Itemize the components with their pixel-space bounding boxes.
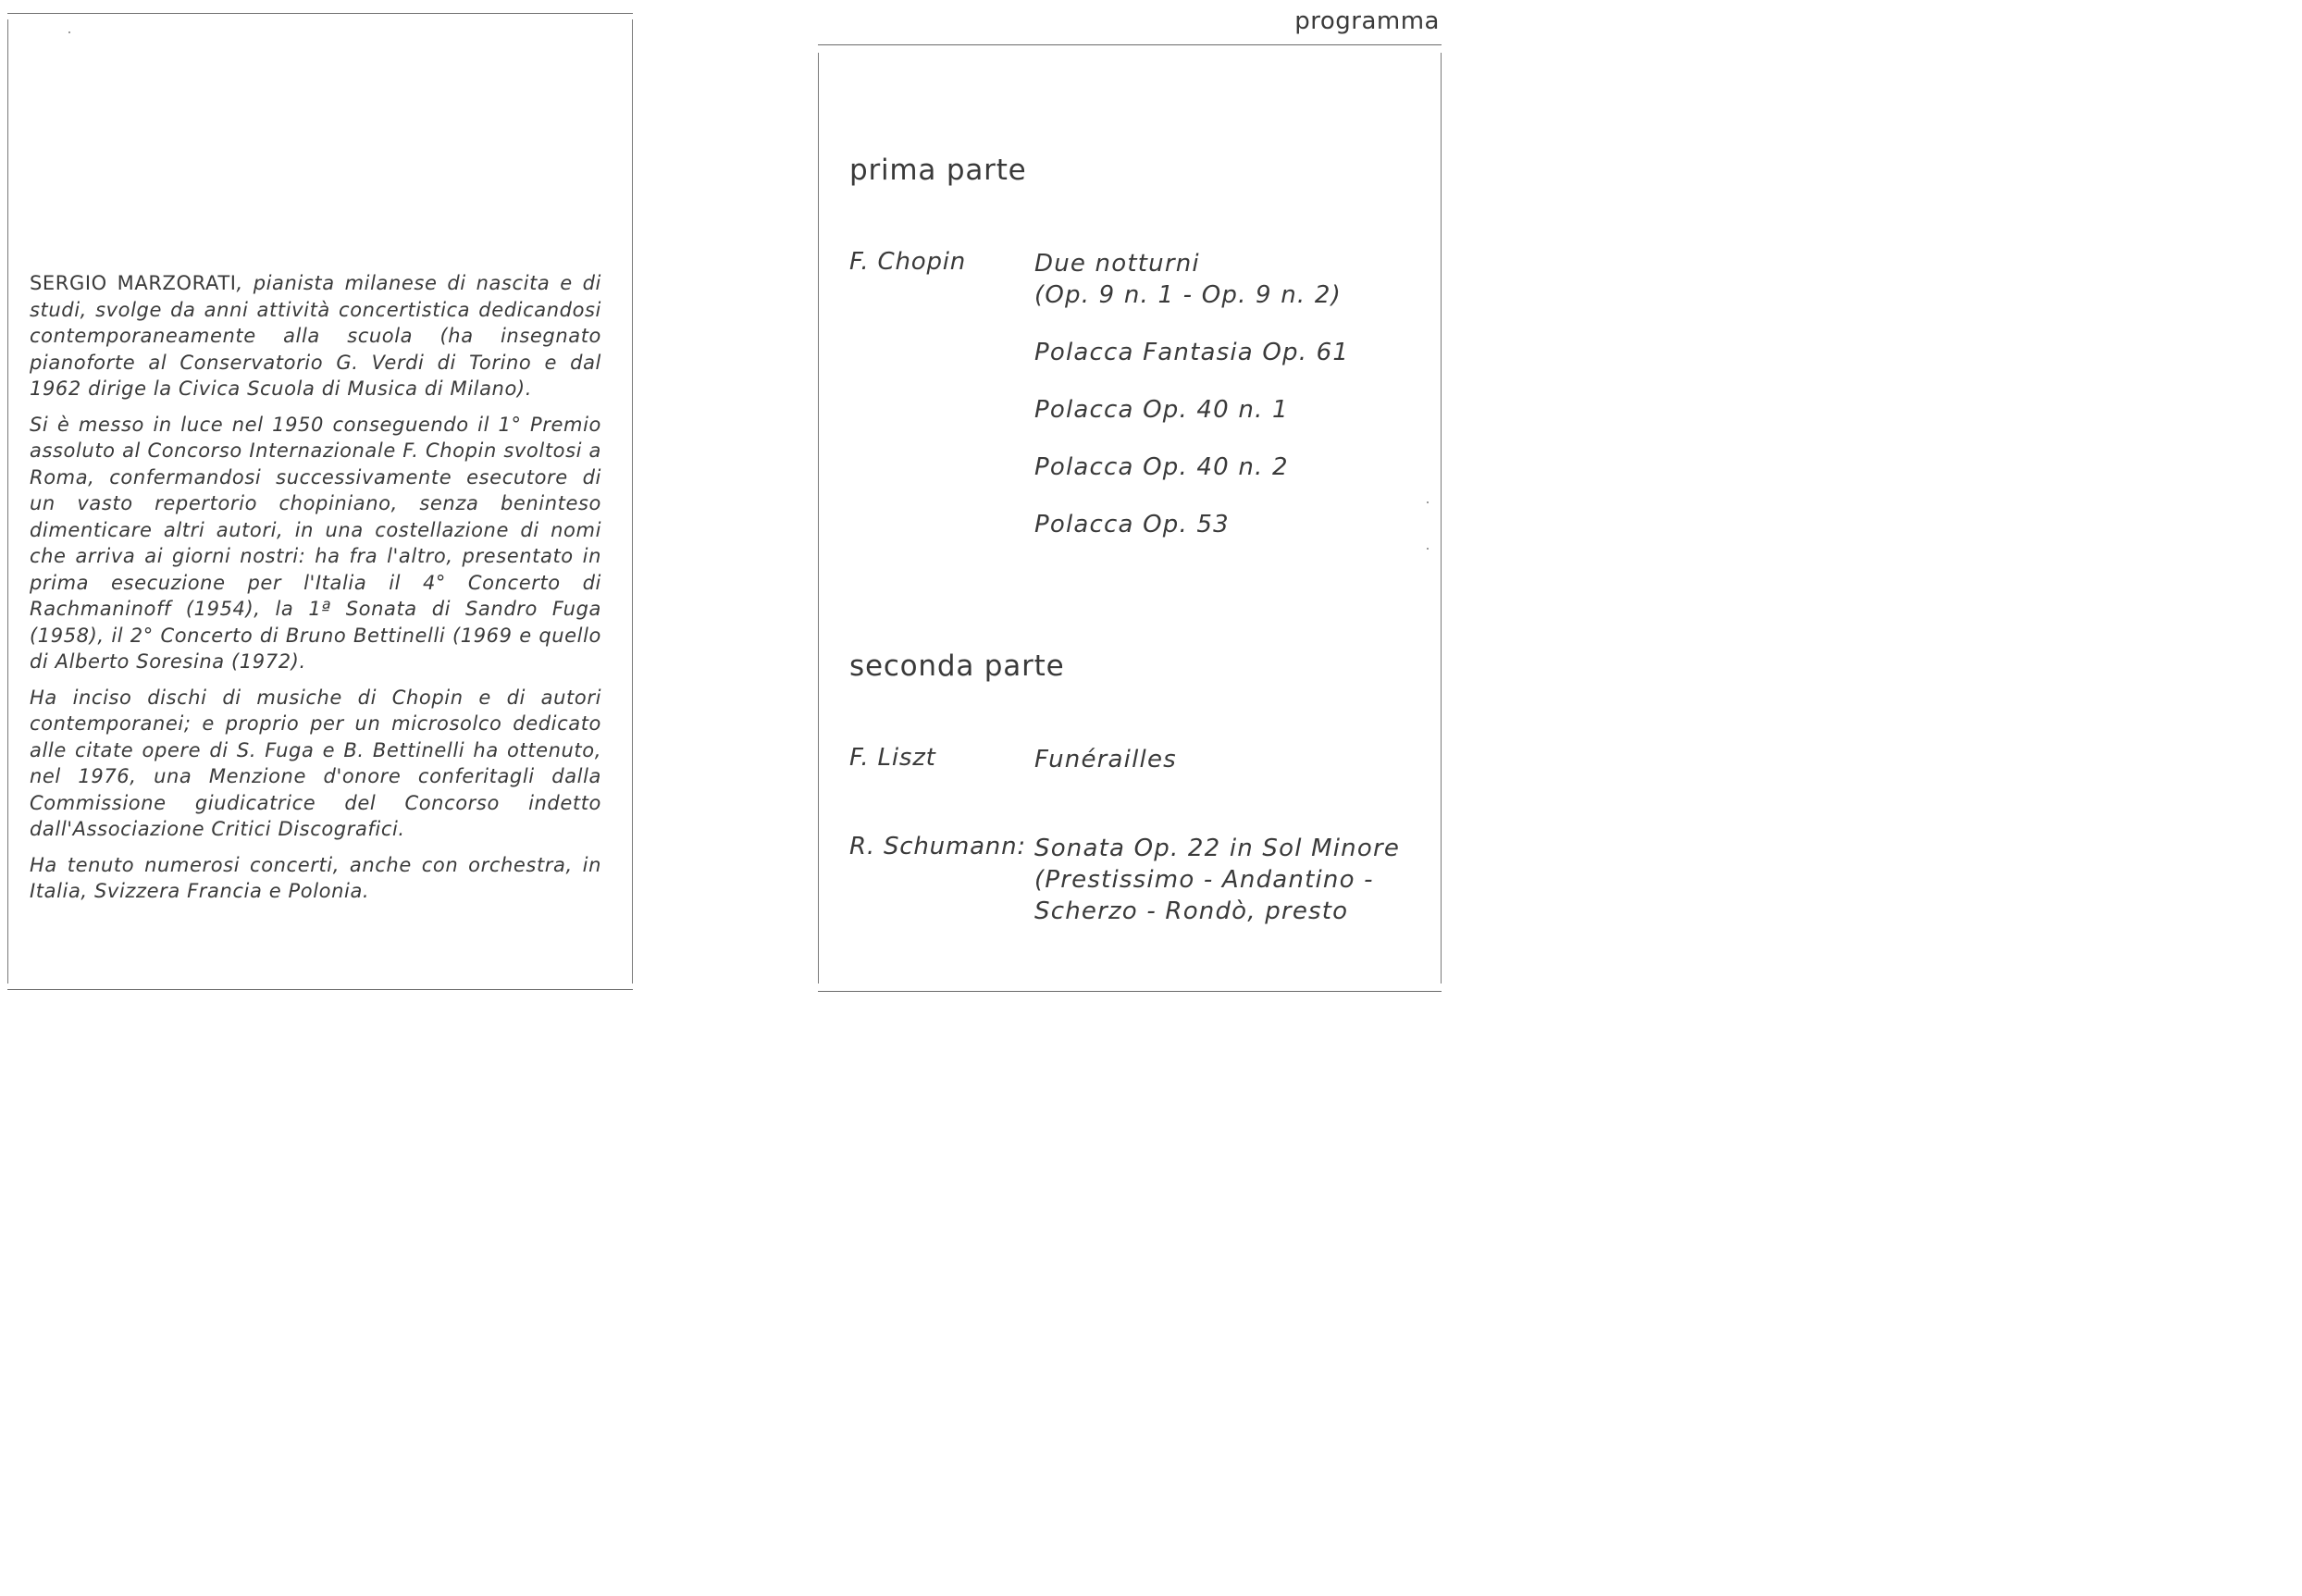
- work-polacca-fantasia: Polacca Fantasia Op. 61: [1034, 339, 1350, 366]
- composer-chopin: F. Chopin: [849, 248, 967, 276]
- work-sonata-movements-1: (Prestissimo - Andantino -: [1034, 866, 1374, 894]
- part-two-title: seconda parte: [849, 650, 1065, 683]
- part-one-title: prima parte: [849, 154, 1027, 187]
- performer-name: SERGIO MARZORATI: [30, 272, 237, 294]
- bio-paragraph-2: Si è messo in luce nel 1950 conseguendo il 1° Premio assoluto al Concorso Internazionale F. Chopin svoltosi a Roma, confermandosi successivamente esecutore di un vasto repertorio chopiniano, senza beninteso dimenticare altri autori, in una costellazione di nomi che arriva ai giorni nostri: ha fra l'altro, presentato in prima esecuzione per l'Italia il 4° Concerto di Rachmaninoff (1954), la 1ª Sonata di Sandro Fuga (1958), il 2° Concerto di Bruno Bettinelli (1969 e quello di Alberto Soresina (1972).: [30, 413, 601, 673]
- biography: [30, 270, 601, 914]
- programme-heading: programma: [1294, 7, 1440, 35]
- scan-speck: [1427, 548, 1429, 550]
- work-sonata-op22: Sonata Op. 22 in Sol Minore: [1034, 835, 1401, 862]
- scan-speck: [1427, 501, 1429, 503]
- work-polacca-op40-1: Polacca Op. 40 n. 1: [1034, 396, 1289, 424]
- bio-paragraph-1: [30, 270, 601, 402]
- bio-paragraph-3: Ha inciso dischi di musiche di Chopin e di autori contemporanei; e proprio per un microsolco dedicato alle citate opere di S. Fuga e B. Bettinelli ha ottenuto, nel 1976, una Menzione d'onore conferitagli dalla Commissione giudicatrice del Concorso indetto dall'Associazione Critici Discografici.: [30, 686, 601, 840]
- work-polacca-op40-2: Polacca Op. 40 n. 2: [1034, 453, 1289, 481]
- bio-paragraph-4: Ha tenuto numerosi concerti, anche con orchestra, in Italia, Svizzera Francia e Polonia.: [30, 853, 601, 902]
- right-frame-right-rule: [1441, 53, 1442, 984]
- scan-speck: [68, 31, 70, 33]
- work-notturni-opus: (Op. 9 n. 1 - Op. 9 n. 2): [1034, 281, 1342, 309]
- bio-paragraph-1-text: , pianista milanese di nascita e di studi, svolge da anni attività concertistica dedicandosi contemporaneamente alla scuola (ha insegnato pianoforte al Conservatorio G. Verdi di Torino e dal 1962 dirige la Civica Scuola di Musica di Milano).: [30, 272, 601, 400]
- left-frame-left-rule: [7, 19, 8, 984]
- work-due-notturni: Due notturni: [1034, 250, 1200, 278]
- left-frame-right-rule: [632, 19, 633, 984]
- work-polacca-op53: Polacca Op. 53: [1034, 511, 1230, 538]
- composer-schumann: R. Schumann:: [849, 833, 1026, 860]
- composer-liszt: F. Liszt: [849, 744, 936, 772]
- work-funerailles: Funérailles: [1034, 746, 1177, 773]
- right-frame-left-rule: [818, 53, 819, 984]
- work-sonata-movements-2: Scherzo - Rondò, presto: [1034, 897, 1349, 925]
